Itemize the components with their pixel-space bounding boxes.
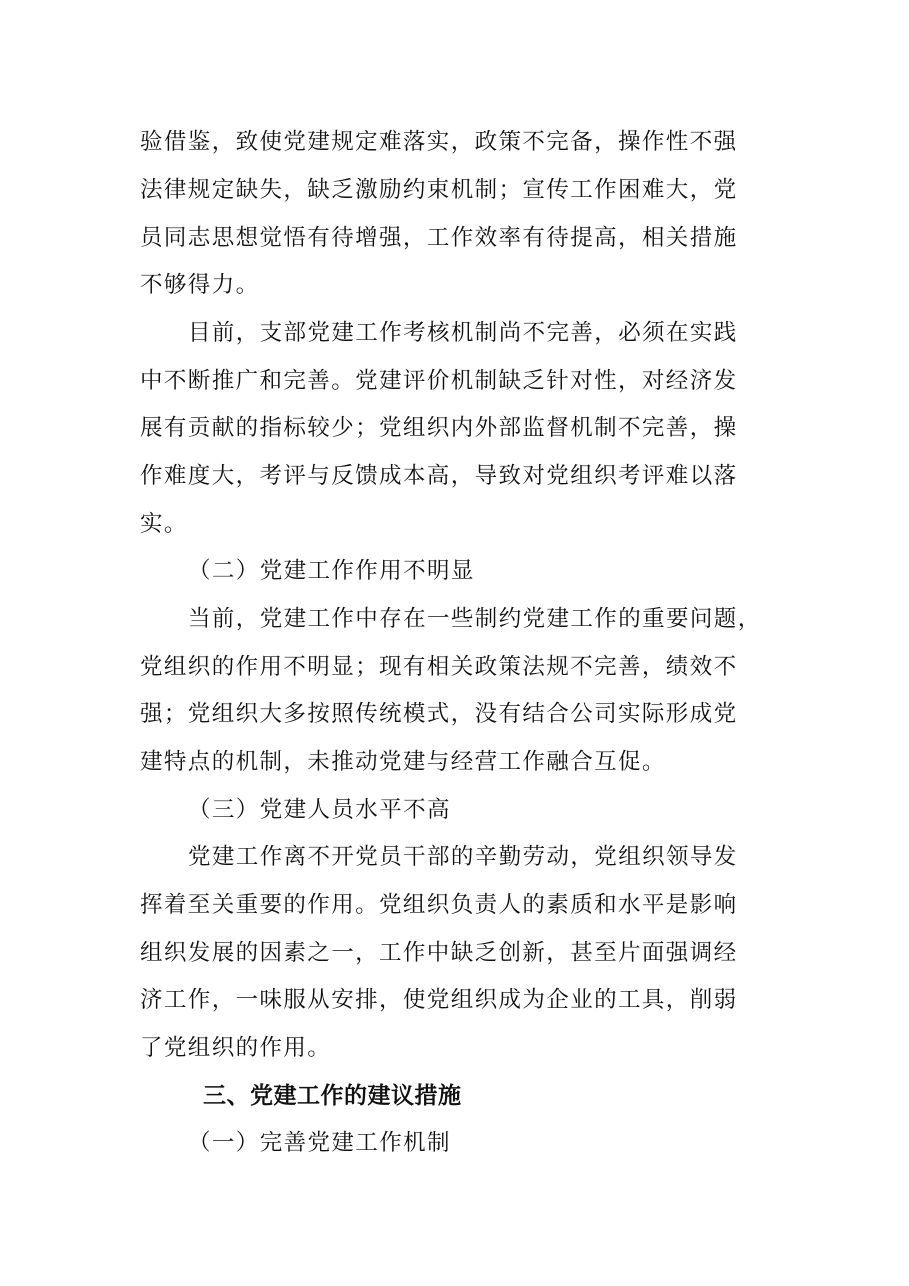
subsection-heading: （二）党建工作作用不明显 (188, 558, 475, 584)
paragraph-line: 作难度大，考评与反馈成本高，导致对党组织考评难以落 (140, 463, 738, 489)
subsection-heading: （一）完善党建工作机制 (188, 1130, 451, 1156)
paragraph-line: 党组织的作用不明显；现有相关政策法规不完善，绩效不 (140, 654, 738, 680)
paragraph-line: 济工作，一味服从安排，使党组织成为企业的工具，削弱 (140, 987, 738, 1013)
paragraph-line: 展有贡献的指标较少；党组织内外部监督机制不完善，操 (140, 415, 738, 441)
paragraph-line: 不够得力。 (140, 272, 260, 298)
paragraph-line: 了党组织的作用。 (140, 1035, 332, 1061)
subsection-heading: （三）党建人员水平不高 (188, 797, 451, 823)
paragraph-line: 实。 (140, 511, 188, 537)
paragraph-line: 党建工作离不开党员干部的辛勤劳动，党组织领导发 (188, 844, 738, 870)
paragraph-line: 组织发展的因素之一，工作中缺乏创新，甚至片面强调经 (140, 940, 738, 966)
paragraph-line: 目前，支部党建工作考核机制尚不完善，必须在实践 (188, 320, 738, 346)
paragraph-line: 强；党组织大多按照传统模式，没有结合公司实际形成党 (140, 701, 738, 727)
paragraph-line: 中不断推广和完善。党建评价机制缺乏针对性，对经济发 (140, 368, 738, 394)
paragraph-line: 验借鉴，致使党建规定难落实，政策不完备，操作性不强 (140, 129, 738, 155)
paragraph-line: 法律规定缺失，缺乏激励约束机制；宣传工作困难大，党 (140, 177, 738, 203)
paragraph-line: 当前，党建工作中存在一些制约党建工作的重要问题， (188, 606, 762, 632)
section-heading: 三、党建工作的建议措施 (203, 1083, 462, 1109)
paragraph-line: 员同志思想觉悟有待增强，工作效率有待提高，相关措施 (140, 225, 738, 251)
paragraph-line: 挥着至关重要的作用。党组织负责人的素质和水平是影响 (140, 892, 738, 918)
paragraph-line: 建特点的机制，未推动党建与经营工作融合互促。 (140, 749, 666, 775)
